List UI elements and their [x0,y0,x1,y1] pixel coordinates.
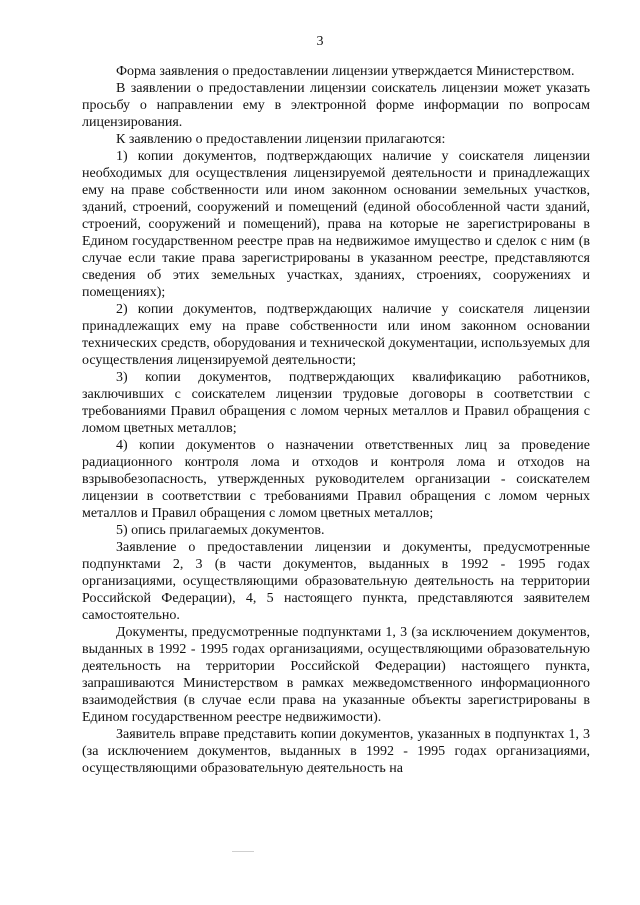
paragraph-interagency-request: Документы, предусмотренные подпунктами 1, 3 (за исключением документов, выданных в 1992 - 1995 годах организациями, осуществляющими образовательную деятельность на территории Российской Федерации) настоящего пункта, запрашиваются Министерством в рамках межведомственного информационного взаимодействия (в случае если права на указанные объекты зарегистрированы в Едином государственном реестре недвижимости). [82,625,590,725]
list-item-2: 2) копии документов, подтверждающих наличие у соискателя лицензии принадлежащих ему на праве собственности или ином законном основании технических средств, оборудования и технической документации, используемых для осуществления лицензируемой деятельности; [82,302,590,368]
list-item-4: 4) копии документов о назначении ответственных лиц за проведение радиационного контроля лома и отходов и контроля лома и отходов на взрывобезопасность, утвержденных руководителем организации - соискателем лицензии в соответствии с требованиями Правил обращения с ломом черных металлов и Правил обращения с ломом цветных металлов; [82,438,590,521]
paragraph-self-submission: Заявление о предоставлении лицензии и документы, предусмотренные подпунктами 2, 3 (в части документов, выданных в 1992 - 1995 годах организациями, осуществляющими образовательную деятельность на территории Российской Федерации), 4, 5 настоящего пункта, представляются заявителем самостоятельно. [82,540,590,623]
paragraph-attachments-intro: К заявлению о предоставлении лицензии прилагаются: [116,132,446,147]
body-text [82,63,590,777]
list-item-5: 5) опись прилагаемых документов. [116,523,325,538]
page-number: 3 [316,34,324,49]
paragraph-form-approval: Форма заявления о предоставлении лицензии утверждается Министерством. [116,64,575,79]
paragraph-applicant-right: Заявитель вправе представить копии документов, указанных в подпунктах 1, 3 (за исключением документов, выданных в 1992 - 1995 годах организациями, осуществляющими образовательную деятельность на [82,727,590,776]
paragraph-electronic-request: В заявлении о предоставлении лицензии соискатель лицензии может указать просьбу о направлении ему в электронной форме информации по вопросам лицензирования. [82,81,590,130]
scan-artifact-line [232,851,254,852]
list-item-1: 1) копии документов, подтверждающих наличие у соискателя лицензии необходимых для осуществления лицензируемой деятельности и принадлежащих ему на праве собственности или ином законном основании земельных участков, зданий, строений, сооружений и помещений (единой обособленной части зданий, строений, сооружений и помещений), права на которые не зарегистрированы в Едином государственном реестре прав на недвижимое имущество и сделок с ним (в случае если такие права зарегистрированы в указанном реестре, представляются сведения об этих земельных участках, зданиях, строениях, сооружениях и помещениях); [82,149,590,300]
list-item-3: 3) копии документов, подтверждающих квалификацию работников, заключивших с соискателем лицензии трудовые договоры в соответствии с требованиями Правил обращения с ломом черных металлов и Правил обращения с ломом цветных металлов; [82,370,590,436]
